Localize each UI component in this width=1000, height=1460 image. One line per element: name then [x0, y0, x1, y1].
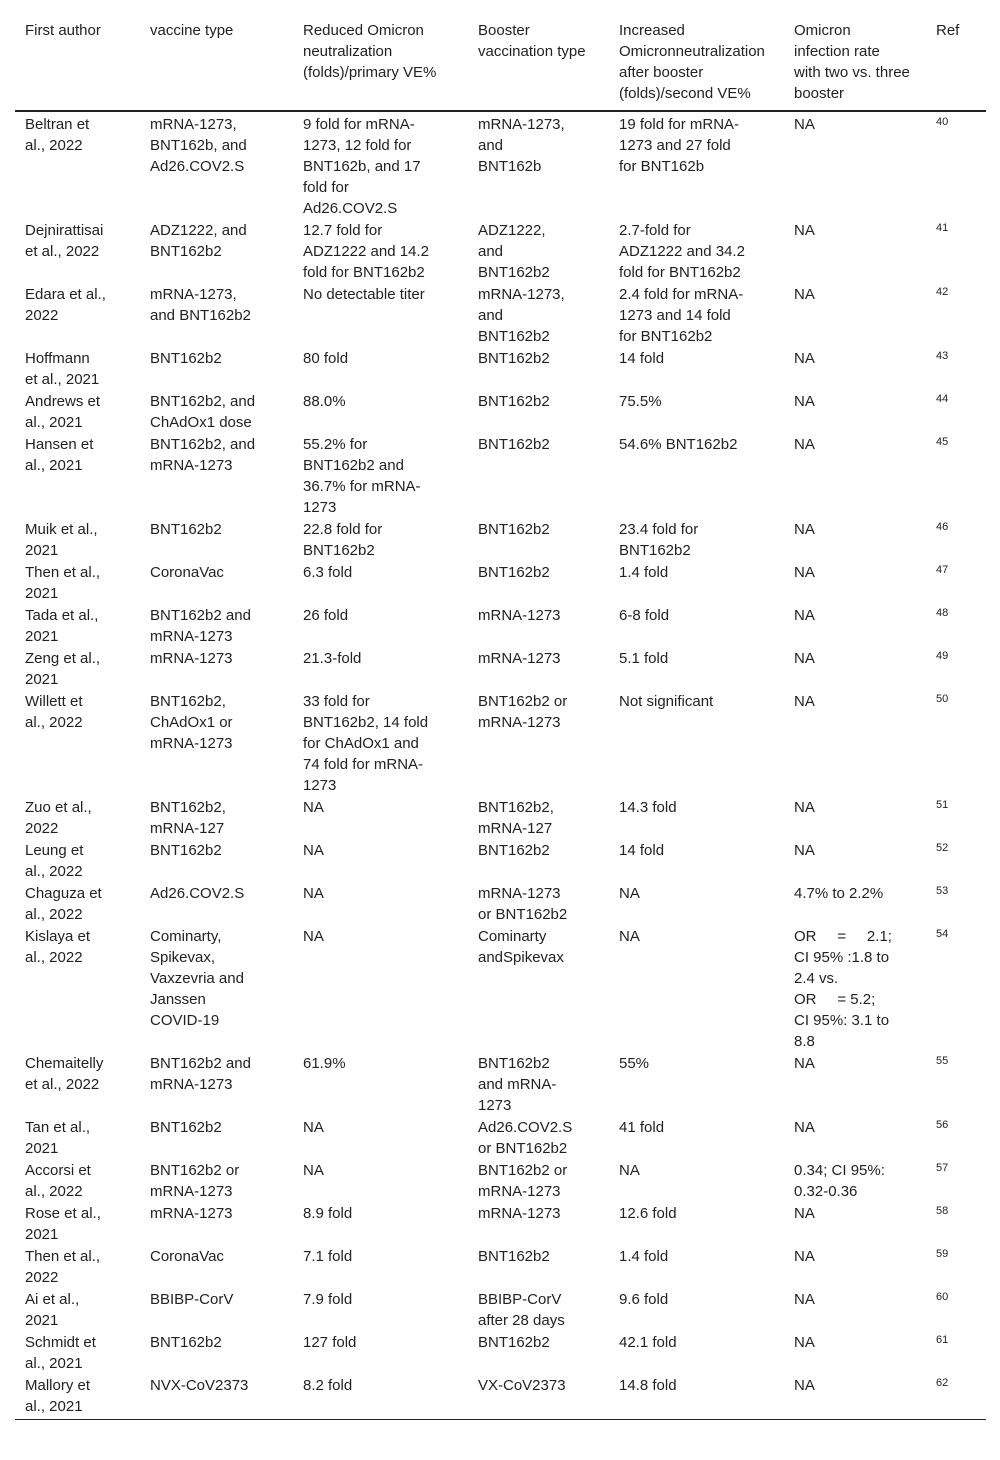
cell-infection-rate: OR = 2.1; CI 95% :1.8 to 2.4 vs. OR = 5.2; CI 95%: 3.1 to 8.8: [794, 928, 892, 1050]
cell-reduced-neutralization: 21.3-fold: [303, 650, 362, 667]
cell-ref: [926, 1332, 986, 1375]
reference-number: 45: [936, 436, 949, 448]
cell-reduced-neutralization: 8.2 fold: [293, 1375, 468, 1420]
cell-reduced-neutralization: 6.3 fold: [303, 564, 353, 581]
table-row: [15, 562, 986, 605]
cell-infection-rate: NA: [794, 842, 815, 859]
cell-first-author: Andrews et al., 2021: [25, 393, 101, 431]
cell-infection-rate: NA: [794, 1205, 815, 1222]
reference-number: 60: [936, 1291, 949, 1303]
header-increased-neutralization: Increased Omicronneutralization after booster (folds)/second VE%: [609, 20, 784, 111]
cell-first-author: Dejnirattisai et al., 2022: [25, 222, 104, 260]
cell-vaccine-type: BNT162b2 and mRNA-1273: [150, 607, 251, 645]
table-row: [15, 926, 986, 1053]
cell-infection-rate: NA: [794, 1291, 815, 1308]
cell-vaccine-type: mRNA-1273, and BNT162b2: [150, 286, 251, 324]
cell-increased-neutralization: 14.3 fold: [619, 799, 677, 816]
cell-first-author: Zuo et al., 2022: [25, 799, 92, 837]
table-row: [15, 519, 986, 562]
cell-booster-type: Cominarty andSpikevax: [478, 928, 564, 966]
header-reduced-neutralization: Reduced Omicron neutralization (folds)/primary VE%: [293, 20, 468, 111]
cell-ref: [926, 111, 986, 220]
cell-vaccine-type: BNT162b2: [150, 842, 222, 859]
cell-infection-rate: NA: [794, 350, 815, 367]
cell-booster-type: mRNA-1273 or BNT162b2: [478, 885, 568, 923]
table-row: [15, 220, 986, 284]
cell-reduced-neutralization: No detectable titer: [303, 286, 425, 303]
cell-infection-rate: NA: [794, 393, 815, 410]
cell-increased-neutralization: 41 fold: [619, 1119, 665, 1136]
cell-reduced-neutralization: 61.9%: [303, 1055, 346, 1072]
cell-first-author: Muik et al., 2021: [25, 521, 98, 559]
cell-increased-neutralization: 2.7-fold for ADZ1222 and 34.2 fold for BNT162b2: [619, 222, 745, 281]
reference-number: 54: [936, 928, 949, 940]
cell-booster-type: BNT162b2: [478, 1334, 550, 1351]
cell-increased-neutralization: 19 fold for mRNA- 1273 and 27 fold for BNT162b: [619, 116, 740, 175]
cell-ref: [926, 1117, 986, 1160]
cell-ref: [926, 883, 986, 926]
table-row: [15, 605, 986, 648]
cell-increased-neutralization: NA: [619, 885, 640, 902]
cell-reduced-neutralization: NA: [303, 1119, 324, 1136]
cell-booster-type: mRNA-1273: [478, 1205, 561, 1222]
reference-number: 40: [936, 116, 949, 128]
reference-number: 61: [936, 1334, 949, 1346]
cell-ref: [926, 562, 986, 605]
cell-reduced-neutralization: 12.7 fold for ADZ1222 and 14.2 fold for BNT162b2: [303, 222, 429, 281]
cell-first-author: Then et al., 2022: [25, 1248, 101, 1286]
header-first-author: First author: [15, 20, 140, 111]
reference-number: 49: [936, 650, 949, 662]
cell-reduced-neutralization: 9 fold for mRNA- 1273, 12 fold for BNT162b, and 17 fold for Ad26.COV2.S: [303, 116, 421, 217]
reference-number: 43: [936, 350, 949, 362]
cell-reduced-neutralization: 7.1 fold: [303, 1248, 353, 1265]
table-row: [15, 284, 986, 348]
cell-ref: [926, 1246, 986, 1289]
cell-infection-rate: NA: [794, 1119, 815, 1136]
cell-first-author: Schmidt et al., 2021: [25, 1334, 96, 1372]
table-row: [15, 797, 986, 840]
cell-increased-neutralization: 75.5%: [619, 393, 662, 410]
cell-ref: [926, 1160, 986, 1203]
cell-booster-type: VX-CoV2373: [468, 1375, 609, 1420]
cell-booster-type: BNT162b2: [478, 521, 550, 538]
cell-ref: [926, 648, 986, 691]
table-row: [15, 840, 986, 883]
reference-number: 59: [936, 1248, 949, 1260]
cell-increased-neutralization: Not significant: [619, 693, 714, 710]
cell-ref: [926, 797, 986, 840]
cell-first-author: Chaguza et al., 2022: [25, 885, 102, 923]
cell-increased-neutralization: 9.6 fold: [619, 1291, 669, 1308]
cell-ref: [926, 926, 986, 1053]
cell-first-author: Kislaya et al., 2022: [25, 928, 91, 966]
table-row: [15, 1117, 986, 1160]
table-row: [15, 1203, 986, 1246]
cell-booster-type: BNT162b2 or mRNA-1273: [478, 1162, 568, 1200]
cell-vaccine-type: BNT162b2: [150, 1119, 222, 1136]
cell-infection-rate: NA: [794, 650, 815, 667]
table-row: [15, 648, 986, 691]
header-booster-type: Booster vaccination type: [468, 20, 609, 111]
cell-infection-rate: NA: [794, 1248, 815, 1265]
cell-booster-type: mRNA-1273, and BNT162b: [478, 116, 565, 175]
cell-reduced-neutralization: NA: [303, 799, 324, 816]
cell-ref: [926, 1203, 986, 1246]
cell-ref: [926, 1289, 986, 1332]
cell-booster-type: mRNA-1273, and BNT162b2: [478, 286, 565, 345]
table-row: [15, 1332, 986, 1375]
reference-number: 41: [936, 222, 949, 234]
cell-vaccine-type: BNT162b2: [150, 1334, 222, 1351]
cell-reduced-neutralization: 22.8 fold for BNT162b2: [303, 521, 383, 559]
cell-vaccine-type: CoronaVac: [150, 1248, 224, 1265]
cell-booster-type: BNT162b2: [478, 436, 550, 453]
cell-booster-type: mRNA-1273: [478, 650, 561, 667]
cell-vaccine-type: BNT162b2, and ChAdOx1 dose: [150, 393, 256, 431]
table-container: [15, 20, 986, 1420]
reference-number: 55: [936, 1055, 949, 1067]
table-row: [15, 1160, 986, 1203]
reference-number: 58: [936, 1205, 949, 1217]
table-row: [15, 883, 986, 926]
reference-number: 51: [936, 799, 949, 811]
cell-vaccine-type: BNT162b2 or mRNA-1273: [150, 1162, 240, 1200]
cell-vaccine-type: NVX-CoV2373: [140, 1375, 293, 1420]
cell-increased-neutralization: 2.4 fold for mRNA- 1273 and 14 fold for BNT162b2: [619, 286, 744, 345]
cell-increased-neutralization: 6-8 fold: [619, 607, 670, 624]
cell-booster-type: Ad26.COV2.S or BNT162b2: [478, 1119, 573, 1157]
reference-number: 57: [936, 1162, 949, 1174]
cell-reduced-neutralization: 26 fold: [303, 607, 349, 624]
cell-booster-type: ADZ1222, and BNT162b2: [478, 222, 550, 281]
cell-vaccine-type: Ad26.COV2.S: [150, 885, 245, 902]
cell-ref: [926, 605, 986, 648]
cell-infection-rate: NA: [794, 286, 815, 303]
cell-infection-rate: NA: [794, 564, 815, 581]
reference-number: 52: [936, 842, 949, 854]
cell-booster-type: mRNA-1273: [478, 607, 561, 624]
cell-booster-type: BNT162b2: [478, 842, 550, 859]
cell-booster-type: BNT162b2: [478, 350, 550, 367]
table-row: [15, 1289, 986, 1332]
cell-reduced-neutralization: NA: [303, 928, 324, 945]
table-row: [15, 111, 986, 220]
cell-vaccine-type: BNT162b2, ChAdOx1 or mRNA-1273: [150, 693, 233, 752]
cell-vaccine-type: ADZ1222, and BNT162b2: [150, 222, 247, 260]
cell-reduced-neutralization: 80 fold: [303, 350, 349, 367]
table-row: [15, 1053, 986, 1117]
cell-infection-rate: NA: [794, 222, 815, 239]
table-header: [15, 20, 986, 111]
cell-vaccine-type: BNT162b2 and mRNA-1273: [150, 1055, 251, 1093]
reference-number: 44: [936, 393, 949, 405]
table-row: [15, 434, 986, 519]
cell-vaccine-type: BNT162b2, and mRNA-1273: [150, 436, 256, 474]
cell-infection-rate: NA: [794, 521, 815, 538]
header-ref: Ref: [926, 20, 986, 111]
reference-number: 53: [936, 885, 949, 897]
cell-ref: [926, 220, 986, 284]
cell-infection-rate: 0.34; CI 95%: 0.32-0.36: [794, 1162, 885, 1200]
cell-booster-type: BNT162b2: [478, 564, 550, 581]
cell-ref: [926, 519, 986, 562]
cell-vaccine-type: Cominarty, Spikevax, Vaxzevria and Janssen COVID-19: [150, 928, 244, 1029]
cell-ref: [926, 1053, 986, 1117]
cell-reduced-neutralization: NA: [303, 842, 324, 859]
cell-vaccine-type: BNT162b2: [150, 521, 222, 538]
cell-vaccine-type: BNT162b2: [150, 350, 222, 367]
cell-reduced-neutralization: 7.9 fold: [303, 1291, 353, 1308]
reference-number: 62: [936, 1377, 949, 1389]
cell-reduced-neutralization: 55.2% for BNT162b2 and 36.7% for mRNA- 1273: [303, 436, 421, 516]
cell-reduced-neutralization: 8.9 fold: [303, 1205, 353, 1222]
cell-booster-type: BNT162b2: [478, 393, 550, 410]
cell-first-author: Chemaitelly et al., 2022: [25, 1055, 104, 1093]
cell-vaccine-type: BNT162b2, mRNA-127: [150, 799, 226, 837]
cell-booster-type: BNT162b2 and mRNA- 1273: [478, 1055, 557, 1114]
cell-increased-neutralization: 14 fold: [619, 842, 665, 859]
cell-first-author: Then et al., 2021: [25, 564, 101, 602]
cell-first-author: Edara et al., 2022: [25, 286, 106, 324]
header-infection-rate: Omicron infection rate with two vs. three booster: [784, 20, 926, 111]
table-row: [15, 691, 986, 797]
cell-ref: [926, 1375, 986, 1420]
cell-first-author: Willett et al., 2022: [25, 693, 83, 731]
cell-first-author: Ai et al., 2021: [25, 1291, 80, 1329]
cell-infection-rate: NA: [794, 1055, 815, 1072]
cell-increased-neutralization: 14 fold: [619, 350, 665, 367]
cell-first-author: Tada et al., 2021: [25, 607, 99, 645]
header-row: [15, 20, 986, 111]
cell-reduced-neutralization: 88.0%: [303, 393, 346, 410]
cell-increased-neutralization: 5.1 fold: [619, 650, 669, 667]
cell-first-author: Leung et al., 2022: [25, 842, 84, 880]
cell-vaccine-type: BBIBP-CorV: [150, 1291, 234, 1308]
reference-number: 48: [936, 607, 949, 619]
reference-number: 46: [936, 521, 949, 533]
cell-infection-rate: NA: [794, 436, 815, 453]
table-row: [15, 348, 986, 391]
cell-first-author: Hoffmann et al., 2021: [25, 350, 100, 388]
cell-booster-type: BBIBP-CorV after 28 days: [478, 1291, 565, 1329]
cell-ref: [926, 840, 986, 883]
cell-reduced-neutralization: 33 fold for BNT162b2, 14 fold for ChAdOx1 and 74 fold for mRNA- 1273: [303, 693, 429, 794]
cell-first-author: Zeng et al., 2021: [25, 650, 101, 688]
cell-increased-neutralization: 42.1 fold: [619, 1334, 677, 1351]
reference-number: 42: [936, 286, 949, 298]
cell-increased-neutralization: 23.4 fold for BNT162b2: [619, 521, 699, 559]
cell-ref: [926, 348, 986, 391]
cell-first-author: Rose et al., 2021: [25, 1205, 101, 1243]
cell-vaccine-type: CoronaVac: [150, 564, 224, 581]
cell-ref: [926, 434, 986, 519]
table-row: [15, 1375, 986, 1420]
table-row: [15, 1246, 986, 1289]
cell-ref: [926, 391, 986, 434]
cell-reduced-neutralization: 127 fold: [303, 1334, 357, 1351]
cell-reduced-neutralization: NA: [303, 885, 324, 902]
cell-infection-rate: NA: [794, 1334, 815, 1351]
cell-increased-neutralization: NA: [619, 1162, 640, 1179]
cell-infection-rate: NA: [794, 693, 815, 710]
cell-first-author: Beltran et al., 2022: [25, 116, 90, 154]
cell-increased-neutralization: 1.4 fold: [619, 564, 669, 581]
cell-booster-type: BNT162b2: [478, 1248, 550, 1265]
cell-first-author: Mallory et al., 2021: [15, 1375, 140, 1420]
cell-increased-neutralization: 55%: [619, 1055, 650, 1072]
cell-increased-neutralization: 14.8 fold: [609, 1375, 784, 1420]
table-row: [15, 391, 986, 434]
cell-increased-neutralization: NA: [619, 928, 640, 945]
reference-number: 47: [936, 564, 949, 576]
header-vaccine-type: vaccine type: [140, 20, 293, 111]
cell-reduced-neutralization: NA: [303, 1162, 324, 1179]
cell-booster-type: BNT162b2 or mRNA-1273: [478, 693, 568, 731]
table-body: [15, 111, 986, 1420]
cell-first-author: Hansen et al., 2021: [25, 436, 94, 474]
cell-infection-rate: NA: [794, 799, 815, 816]
cell-increased-neutralization: 12.6 fold: [619, 1205, 677, 1222]
cell-increased-neutralization: 54.6% BNT162b2: [619, 436, 738, 453]
reference-number: 50: [936, 693, 949, 705]
omicron-vaccine-table: [15, 20, 986, 1420]
cell-infection-rate: 4.7% to 2.2%: [794, 885, 884, 902]
cell-vaccine-type: mRNA-1273, BNT162b, and Ad26.COV2.S: [150, 116, 247, 175]
cell-vaccine-type: mRNA-1273: [150, 650, 233, 667]
cell-booster-type: BNT162b2, mRNA-127: [478, 799, 554, 837]
cell-first-author: Accorsi et al., 2022: [25, 1162, 91, 1200]
cell-first-author: Tan et al., 2021: [25, 1119, 91, 1157]
cell-infection-rate: NA: [794, 116, 815, 133]
cell-ref: [926, 284, 986, 348]
reference-number: 56: [936, 1119, 949, 1131]
cell-increased-neutralization: 1.4 fold: [619, 1248, 669, 1265]
cell-infection-rate: NA: [784, 1375, 926, 1420]
cell-ref: [926, 691, 986, 797]
cell-infection-rate: NA: [794, 607, 815, 624]
cell-vaccine-type: mRNA-1273: [150, 1205, 233, 1222]
